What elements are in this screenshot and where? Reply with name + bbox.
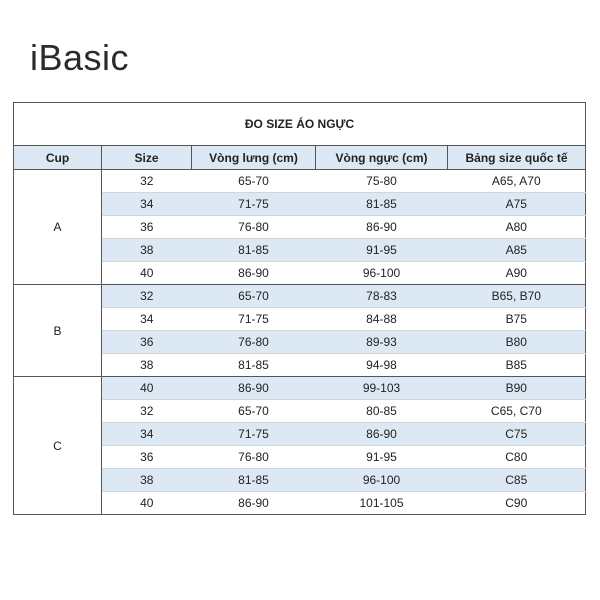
international-size-cell: A65, A70 [448, 170, 586, 193]
international-size-cell: C75 [448, 423, 586, 446]
international-size-cell: C90 [448, 492, 586, 515]
size-cell: 38 [102, 239, 192, 262]
bust-cell: 86-90 [316, 423, 448, 446]
underbust-cell: 65-70 [192, 400, 316, 423]
size-cell: 34 [102, 193, 192, 216]
underbust-cell: 76-80 [192, 446, 316, 469]
table-body [14, 170, 586, 515]
underbust-cell: 65-70 [192, 170, 316, 193]
size-cell: 34 [102, 423, 192, 446]
bust-cell: 96-100 [316, 262, 448, 285]
international-size-cell: B80 [448, 331, 586, 354]
size-cell: 32 [102, 170, 192, 193]
size-cell: 40 [102, 492, 192, 515]
underbust-cell: 71-75 [192, 423, 316, 446]
size-cell: 36 [102, 331, 192, 354]
bust-cell: 96-100 [316, 469, 448, 492]
table-row [14, 377, 586, 400]
header-international-size: Bảng size quốc tế [448, 146, 586, 170]
underbust-cell: 76-80 [192, 216, 316, 239]
underbust-cell: 71-75 [192, 193, 316, 216]
underbust-cell: 86-90 [192, 492, 316, 515]
bust-cell: 101-105 [316, 492, 448, 515]
size-cell: 38 [102, 354, 192, 377]
international-size-cell: B85 [448, 354, 586, 377]
header-cup: Cup [14, 146, 102, 170]
international-size-cell: B65, B70 [448, 285, 586, 308]
underbust-cell: 65-70 [192, 285, 316, 308]
size-cell: 32 [102, 285, 192, 308]
underbust-cell: 76-80 [192, 331, 316, 354]
international-size-cell: B75 [448, 308, 586, 331]
bust-cell: 86-90 [316, 216, 448, 239]
table-title: ĐO SIZE ÁO NGỰC [14, 103, 586, 146]
size-cell: 40 [102, 377, 192, 400]
international-size-cell: C85 [448, 469, 586, 492]
size-cell: 38 [102, 469, 192, 492]
bust-cell: 99-103 [316, 377, 448, 400]
underbust-cell: 86-90 [192, 262, 316, 285]
international-size-cell: A90 [448, 262, 586, 285]
bra-size-table [13, 102, 586, 515]
size-cell: 36 [102, 446, 192, 469]
international-size-cell: A80 [448, 216, 586, 239]
bust-cell: 81-85 [316, 193, 448, 216]
international-size-cell: A85 [448, 239, 586, 262]
brand-logo-text: iBasic [30, 37, 130, 78]
bust-cell: 89-93 [316, 331, 448, 354]
size-cell: 36 [102, 216, 192, 239]
underbust-cell: 81-85 [192, 239, 316, 262]
bust-cell: 78-83 [316, 285, 448, 308]
size-cell: 40 [102, 262, 192, 285]
table-header-row [14, 146, 586, 170]
cup-cell: C [14, 377, 102, 515]
international-size-cell: A75 [448, 193, 586, 216]
cup-cell: A [14, 170, 102, 285]
international-size-cell: B90 [448, 377, 586, 400]
international-size-cell: C65, C70 [448, 400, 586, 423]
underbust-cell: 71-75 [192, 308, 316, 331]
header-bust: Vòng ngực (cm) [316, 146, 448, 170]
header-underbust: Vòng lưng (cm) [192, 146, 316, 170]
size-cell: 34 [102, 308, 192, 331]
international-size-cell: C80 [448, 446, 586, 469]
bust-cell: 94-98 [316, 354, 448, 377]
underbust-cell: 81-85 [192, 354, 316, 377]
underbust-cell: 81-85 [192, 469, 316, 492]
bust-cell: 80-85 [316, 400, 448, 423]
table-row [14, 285, 586, 308]
cup-cell: B [14, 285, 102, 377]
size-cell: 32 [102, 400, 192, 423]
bust-cell: 91-95 [316, 446, 448, 469]
bust-cell: 84-88 [316, 308, 448, 331]
table-row [14, 170, 586, 193]
underbust-cell: 86-90 [192, 377, 316, 400]
bust-cell: 75-80 [316, 170, 448, 193]
header-size: Size [102, 146, 192, 170]
bust-cell: 91-95 [316, 239, 448, 262]
